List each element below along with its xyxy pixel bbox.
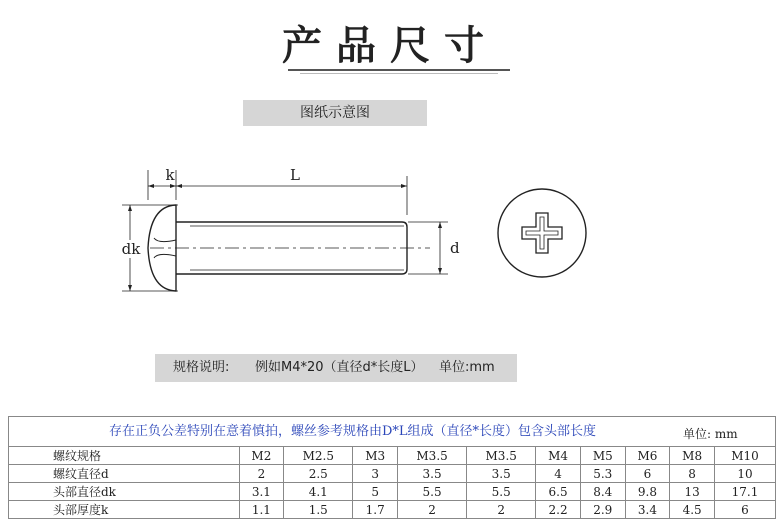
drawing-label: 图纸示意图 bbox=[243, 100, 427, 126]
table-cell: 5.3 bbox=[580, 465, 625, 483]
size-cell: M5 bbox=[580, 447, 625, 465]
table-cell: 2.9 bbox=[580, 501, 625, 519]
page-title: 产品尺寸 bbox=[282, 23, 498, 69]
size-cell: M4 bbox=[536, 447, 581, 465]
table-row bbox=[9, 465, 776, 483]
row-label: 头部厚度k bbox=[9, 501, 240, 519]
table-row bbox=[9, 501, 776, 519]
table-cell: 5.5 bbox=[398, 483, 467, 501]
table-cell: 5.5 bbox=[467, 483, 536, 501]
spec-unit: 单位:mm bbox=[439, 360, 495, 375]
size-cell: M10 bbox=[714, 447, 775, 465]
size-cell: M3.5 bbox=[467, 447, 536, 465]
spec-table bbox=[8, 416, 776, 519]
header-label: 螺纹规格 bbox=[9, 447, 240, 465]
spec-example: 例如M4*20（直径d*长度L） bbox=[255, 360, 424, 375]
table-cell: 6 bbox=[714, 501, 775, 519]
dim-dk-label: dk bbox=[121, 240, 141, 258]
note-cell bbox=[9, 417, 776, 447]
size-cell: M3.5 bbox=[398, 447, 467, 465]
table-header-row bbox=[9, 447, 776, 465]
spec-label: 规格说明: bbox=[173, 360, 230, 375]
row-label: 头部直径dk bbox=[9, 483, 240, 501]
dim-d-label: d bbox=[450, 239, 460, 257]
table-cell: 6.5 bbox=[536, 483, 581, 501]
table-cell: 4.1 bbox=[284, 483, 353, 501]
table-cell: 17.1 bbox=[714, 483, 775, 501]
table-cell: 3.1 bbox=[239, 483, 284, 501]
table-cell: 8.4 bbox=[580, 483, 625, 501]
table-cell: 3.5 bbox=[398, 465, 467, 483]
table-unit: 单位: mm bbox=[683, 427, 738, 441]
table-cell: 3 bbox=[353, 465, 398, 483]
table-cell: 1.7 bbox=[353, 501, 398, 519]
table-row bbox=[9, 483, 776, 501]
dim-k-label: k bbox=[165, 166, 175, 184]
dim-L-label: L bbox=[290, 166, 300, 184]
table-cell: 2.2 bbox=[536, 501, 581, 519]
head-end-view bbox=[498, 189, 586, 277]
table-cell: 8 bbox=[670, 465, 715, 483]
table-cell: 4.5 bbox=[670, 501, 715, 519]
table-cell: 3.4 bbox=[625, 501, 670, 519]
table-cell: 1.1 bbox=[239, 501, 284, 519]
size-cell: M6 bbox=[625, 447, 670, 465]
table-cell: 2 bbox=[239, 465, 284, 483]
size-cell: M3 bbox=[353, 447, 398, 465]
table-cell: 10 bbox=[714, 465, 775, 483]
size-cell: M8 bbox=[670, 447, 715, 465]
size-cell: M2 bbox=[239, 447, 284, 465]
spec-example-bar bbox=[155, 354, 517, 382]
table-cell: 13 bbox=[670, 483, 715, 501]
table-cell: 5 bbox=[353, 483, 398, 501]
table-cell: 1.5 bbox=[284, 501, 353, 519]
size-cell: M2.5 bbox=[284, 447, 353, 465]
phillips-cross bbox=[522, 213, 562, 253]
table-cell: 2 bbox=[398, 501, 467, 519]
table-cell: 9.8 bbox=[625, 483, 670, 501]
row-label: 螺纹直径d bbox=[9, 465, 240, 483]
tolerance-note: 存在正负公差特别在意着慎拍，螺丝参考规格由D*L组成（直径*长度）包含头部长度 bbox=[109, 424, 597, 439]
table-cell: 4 bbox=[536, 465, 581, 483]
table-cell: 2 bbox=[467, 501, 536, 519]
table-cell: 3.5 bbox=[467, 465, 536, 483]
table-cell: 6 bbox=[625, 465, 670, 483]
table-cell: 2.5 bbox=[284, 465, 353, 483]
